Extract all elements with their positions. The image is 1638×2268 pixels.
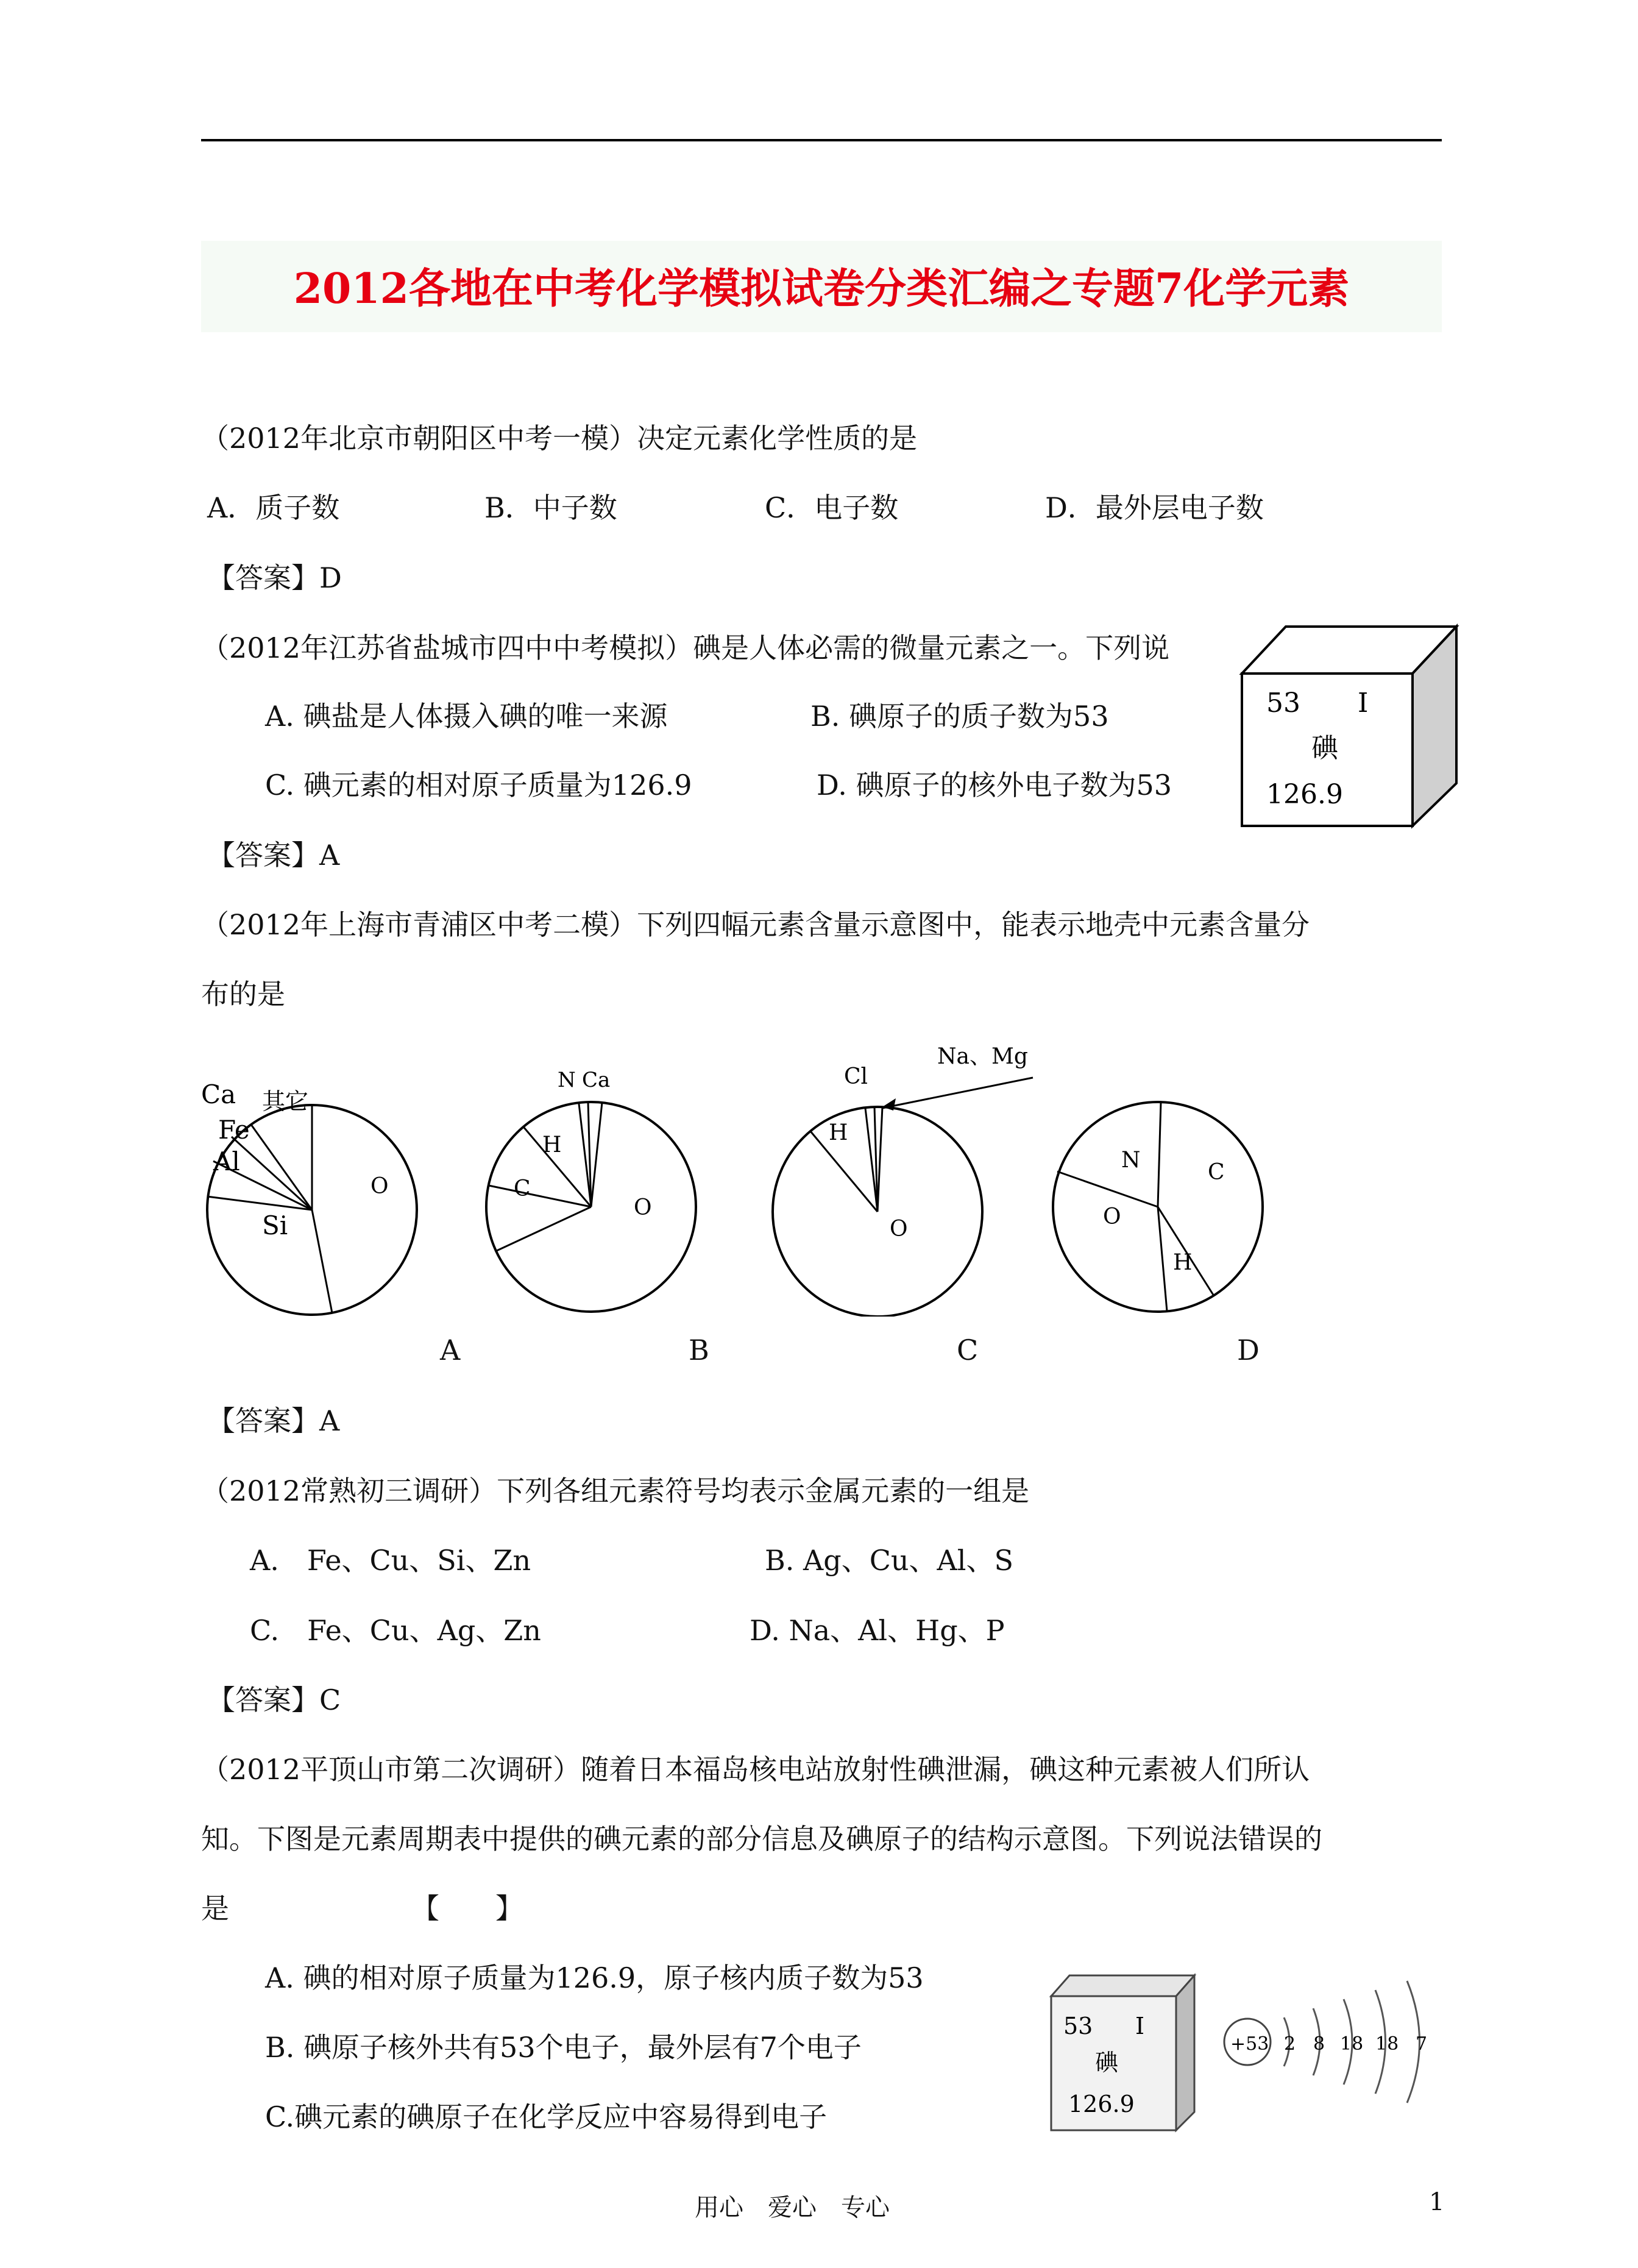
q1-option-b: B．中子数	[484, 491, 617, 524]
q5-atom-structure	[1224, 1981, 1427, 2103]
q2-card-name: 碘	[1311, 733, 1338, 764]
q5-card-name: 碘	[1095, 2049, 1119, 2076]
pie-c-label-o: O	[890, 1217, 908, 1242]
pie-b-label-ca: Ca	[582, 1068, 611, 1092]
pie-caption-b: B	[689, 1334, 709, 1367]
q2-card-number: 53	[1266, 688, 1300, 719]
q5-option-b: B. 碘原子核外共有53个电子，最外层有7个电子	[265, 2031, 862, 2064]
pie-a-label-ca: Ca	[201, 1079, 236, 1109]
q2-answer: 【答案】A	[207, 839, 340, 872]
pie-a	[201, 1079, 417, 1315]
q3-stem-line1: （2012年上海市青浦区中考二模）下列四幅元素含量示意图中，能表示地壳中元素含量分	[201, 908, 1310, 941]
q2-option-d: D. 碘原子的核外电子数为53	[817, 769, 1172, 802]
q5-card-symbol: I	[1135, 2013, 1145, 2039]
pie-a-label-o: O	[370, 1174, 389, 1199]
pie-a-label-al: Al	[213, 1146, 240, 1176]
q5-stem-line3: 是 【 】	[201, 1892, 523, 1925]
pie-c-label-na-mg: Na、Mg	[937, 1044, 1028, 1069]
header-rule	[201, 139, 1442, 141]
q2-card-mass: 126.9	[1266, 779, 1343, 810]
pie-c-label-h: H	[829, 1120, 848, 1145]
pie-d	[1053, 1102, 1263, 1312]
q4-answer: 【答案】C	[207, 1683, 341, 1716]
q5-card-mass: 126.9	[1068, 2091, 1135, 2117]
pie-a-label-fe: Fe	[218, 1115, 250, 1145]
pie-d-label-h: H	[1173, 1250, 1193, 1275]
q3-pie-diagrams	[195, 1030, 1438, 1317]
pie-d-label-c: C	[1208, 1160, 1225, 1185]
footer-motto: 用心 爱心 专心	[695, 2194, 890, 2222]
q4-stem: （2012常熟初三调研）下列各组元素符号均表示金属元素的一组是	[201, 1474, 1030, 1507]
q4-option-c: C. Fe、Cu、Ag、Zn	[250, 1614, 541, 1647]
pie-b-label-n: N	[558, 1068, 576, 1092]
q5-shell-5: 7	[1416, 2033, 1428, 2055]
q5-shell-2: 8	[1313, 2033, 1325, 2055]
pie-a-label-other: 其它	[262, 1088, 309, 1115]
pie-d-label-n: N	[1121, 1148, 1141, 1173]
pie-caption-c: C	[957, 1334, 979, 1367]
q5-shell-1: 2	[1284, 2033, 1296, 2055]
q1-option-c: C．电子数	[765, 491, 899, 524]
q3-answer: 【答案】A	[207, 1404, 340, 1437]
q5-card-number: 53	[1063, 2013, 1093, 2039]
q1-option-d: D．最外层电子数	[1045, 491, 1264, 524]
pie-d-label-o: O	[1103, 1204, 1121, 1229]
q4-option-d: D. Na、Al、Hg、P	[750, 1614, 1005, 1647]
q5-stem-line2: 知。下图是元素周期表中提供的碘元素的部分信息及碘原子的结构示意图。下列说法错误的	[201, 1822, 1322, 1855]
q2-card-symbol: I	[1358, 688, 1369, 719]
pie-b-label-c: C	[514, 1176, 531, 1201]
page-title: 2012各地在中考化学模拟试卷分类汇编之专题7化学元素	[293, 265, 1350, 313]
q5-shell-3: 18	[1340, 2033, 1364, 2055]
pie-b	[486, 1068, 696, 1312]
q5-stem-line1: （2012平顶山市第二次调研）随着日本福岛核电站放射性碘泄漏，碘这种元素被人们所认	[201, 1753, 1310, 1786]
q5-iodine-figure	[1045, 1966, 1453, 2136]
q2-element-card	[1237, 616, 1462, 829]
page-number: 1	[1429, 2188, 1445, 2216]
q5-element-card	[1051, 1975, 1194, 2130]
q1-answer: 【答案】D	[207, 561, 342, 594]
pie-b-label-h: H	[542, 1132, 562, 1157]
q1-stem: （2012年北京市朝阳区中考一模）决定元素化学性质的是	[201, 422, 918, 455]
q5-shell-4: 18	[1375, 2033, 1399, 2055]
q5-option-c: C.碘元素的碘原子在化学反应中容易得到电子	[265, 2100, 828, 2133]
q2-stem: （2012年江苏省盐城市四中中考模拟）碘是人体必需的微量元素之一。下列说	[201, 631, 1170, 664]
q2-option-c: C. 碘元素的相对原子质量为126.9	[265, 769, 692, 802]
q2-option-b: B. 碘原子的质子数为53	[810, 700, 1109, 733]
pie-c-label-cl: Cl	[844, 1064, 868, 1089]
pie-caption-a: A	[440, 1334, 461, 1367]
pie-b-label-o: O	[634, 1195, 652, 1220]
pie-a-label-si: Si	[262, 1210, 288, 1240]
q3-stem-line2: 布的是	[201, 978, 285, 1011]
q5-option-a: A. 碘的相对原子质量为126.9，原子核内质子数为53	[265, 1961, 924, 1994]
q2-option-a: A. 碘盐是人体摄入碘的唯一来源	[265, 700, 668, 733]
q4-option-a: A. Fe、Cu、Si、Zn	[250, 1544, 531, 1577]
pie-c	[773, 1044, 1033, 1317]
pie-caption-d: D	[1237, 1334, 1260, 1367]
q1-option-a: A．质子数	[207, 491, 340, 524]
q5-nucleus-charge: +53	[1230, 2033, 1269, 2055]
q4-option-b: B. Ag、Cu、Al、S	[765, 1544, 1013, 1577]
